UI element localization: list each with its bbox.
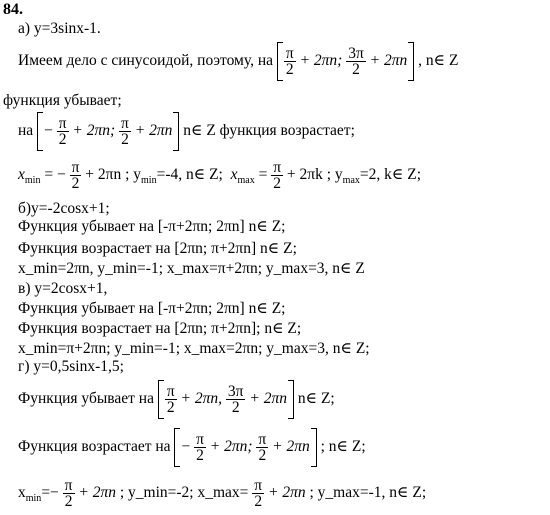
- part-v-header: в) y=2cosx+1,: [18, 280, 108, 297]
- part-v-extrema: x_min=π+2πn; y_min=-1; x_max=2πn; y_max=3, n∈ Z;: [18, 340, 370, 357]
- fraction: $\frac{3\pi}{2}$: [348, 45, 364, 78]
- interval-decrease-a: $\frac{\pi}{2}$ + 2πn; $\frac{3\pi}{2}$ + 2πn: [277, 42, 414, 81]
- part-a-intro-text: Имеем дело с синусоидой, поэтому, на: [18, 52, 273, 70]
- part-b-increase: Функция возрастает на [2πn; π+2πn] n∈ Z;: [18, 240, 297, 257]
- interval-decrease-g: $\frac{\pi}{2}$ + 2πn, $\frac{3\pi}{2}$ + 2πn: [158, 380, 294, 419]
- fraction: $\frac{\pi}{2}$: [285, 45, 294, 78]
- part-v-decrease: Функция убывает на [-π+2πn; 2πn] n∈ Z;: [18, 300, 286, 317]
- part-a-increase-line: на − $\frac{\pi}{2}$ + 2πn; $\frac{\pi}{2}$ + 2πn n∈ Z функция возрастает;: [18, 112, 355, 151]
- part-v-increase: Функция возрастает на [2πn; π+2πn]; n∈ Z;: [18, 320, 302, 337]
- fraction: $\frac{\pi}{2}$: [254, 477, 263, 510]
- problem-number: 84.: [3, 1, 23, 18]
- fraction: $\frac{\pi}{2}$: [64, 477, 73, 510]
- interval-increase-a: − $\frac{\pi}{2}$ + 2πn; $\frac{\pi}{2}$ + 2πn: [37, 112, 179, 151]
- part-b-header: б)y=-2cosx+1;: [18, 200, 110, 217]
- part-g-decrease-line: Функция убывает на $\frac{\pi}{2}$ + 2πn, $\frac{3\pi}{2}$ + 2πn n∈ Z;: [18, 380, 335, 419]
- part-a-decrease-text: функция убывает;: [3, 92, 122, 109]
- part-g-header: г) y=0,5sinx-1,5;: [18, 358, 124, 375]
- interval-increase-g: − $\frac{\pi}{2}$ + 2πn; $\frac{\pi}{2}$ + 2πn: [174, 428, 316, 467]
- fraction: $\frac{\pi}{2}$: [71, 159, 80, 192]
- fraction: $\frac{\pi}{2}$: [58, 115, 67, 148]
- part-a-header: а) y=3sinx-1.: [18, 20, 101, 37]
- fraction: $\frac{\pi}{2}$: [121, 115, 129, 148]
- part-b-decrease: Функция убывает на [-π+2πn; 2πn] n∈ Z;: [18, 218, 286, 235]
- fraction: $\frac{\pi}{2}$: [166, 383, 175, 416]
- part-a-intro-line: [18, 42, 458, 81]
- part-a-interval1-after: , n∈ Z: [418, 52, 459, 70]
- part-b-extrema: x_min=2πn, y_min=-1; x_max=π+2πn; y_max=3, n∈ Z: [18, 260, 365, 277]
- fraction: $\frac{\pi}{2}$: [258, 431, 267, 464]
- fraction: $\frac{\pi}{2}$: [196, 431, 204, 464]
- fraction: $\frac{\pi}{2}$: [273, 159, 282, 192]
- fraction: $\frac{3\pi}{2}$: [227, 383, 244, 416]
- part-g-increase-line: Функция возрастает на − $\frac{\pi}{2}$ + 2πn; $\frac{\pi}{2}$ + 2πn ; n∈ Z;: [18, 428, 366, 467]
- part-g-extrema-line: $x_{min}=-$ $\frac{\pi}{2}$ + 2πn ; y_min=-2; x_max= $\frac{\pi}{2}$ + 2πn ; y_max=-1, n∈ Z;: [18, 477, 427, 510]
- part-a-extrema-line: $x_{min}$ = − $\frac{\pi}{2}$ + 2πn ; $y_{min}=-4$, n∈ Z; $x_{max}$ = $\frac{\pi}{2}$ + 2πk ; $y_{max}=2$, k∈ Z;: [18, 159, 422, 192]
